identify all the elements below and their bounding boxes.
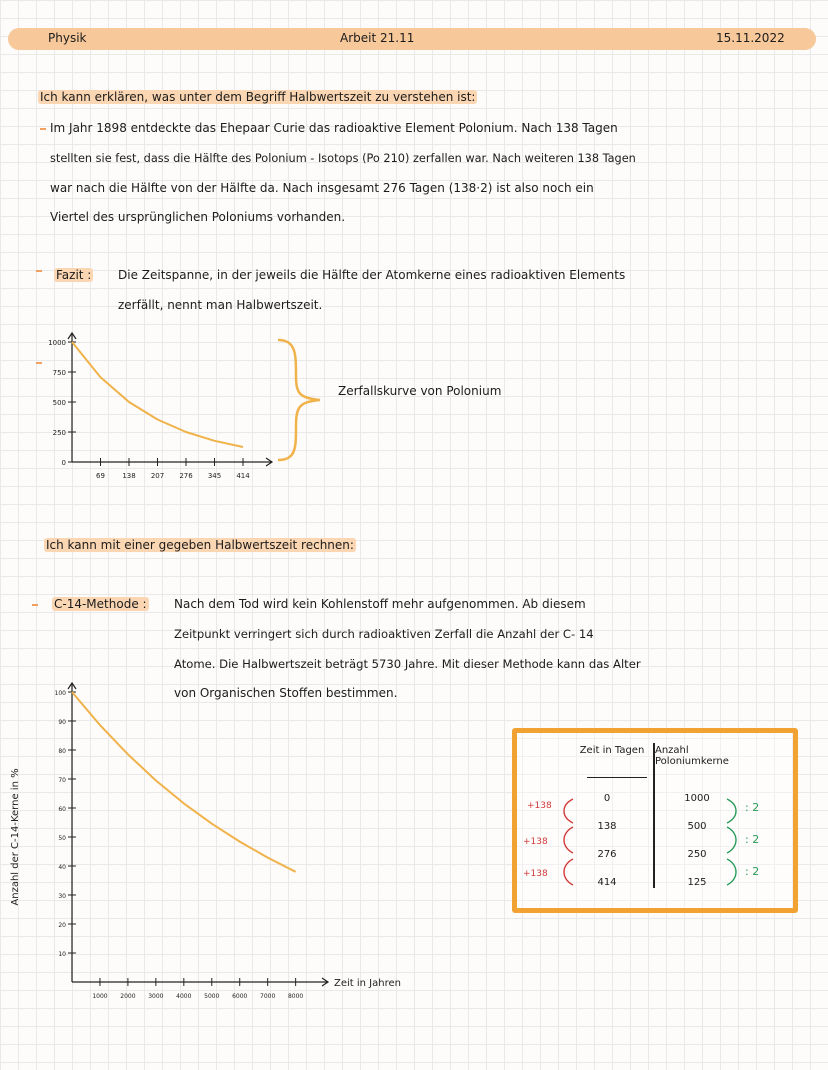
brace-icon — [270, 336, 330, 466]
section2-line-3: Atome. Die Halbwertszeit beträgt 5730 Jahre. Mit dieser Methode kann das Alter — [174, 657, 641, 671]
fazit-line-1: Die Zeitspanne, in der jeweils die Hälfte der Atomkerne eines radioaktiven Elements — [118, 268, 626, 282]
table-cell: 138 — [597, 821, 617, 832]
header-bar — [8, 28, 816, 50]
table-divider — [653, 743, 655, 888]
polonium-table — [512, 728, 798, 913]
y-tick-label: 100 — [54, 690, 66, 697]
step-note: +138 — [523, 869, 548, 879]
chart-caption: Zerfallskurve von Polonium — [338, 384, 502, 398]
decay-curve — [72, 692, 296, 872]
step-note: : 2 — [745, 833, 760, 846]
x-tick-label: 207 — [150, 472, 165, 480]
section1-line-1: Im Jahr 1898 entdeckte das Ehepaar Curie das radioaktive Element Polonium. Nach 138 Tagen — [50, 121, 618, 135]
subject-label: Physik — [48, 31, 87, 45]
section1-line-2: stellten sie fest, dass die Hälfte des Polonium - Isotops (Po 210) zerfallen war. Nach weiteren 138 Tagen — [50, 152, 636, 165]
polonium-chart — [20, 322, 310, 492]
fazit-line-2: zerfällt, nennt man Halbwertszeit. — [118, 298, 323, 312]
step-note: +138 — [527, 801, 552, 811]
y-tick-label: 750 — [52, 369, 66, 377]
bullet-dash — [36, 270, 42, 272]
table-cell: 500 — [687, 821, 707, 832]
y-axis-label: Anzahl der C-14-Kerne in % — [10, 768, 21, 906]
y-tick-label: 10 — [58, 951, 66, 958]
decay-curve — [72, 342, 243, 447]
section2-line-1: Nach dem Tod wird kein Kohlenstoff mehr aufgenommen. Ab diesem — [174, 597, 586, 611]
col1-header: Zeit in Tagen — [579, 745, 645, 756]
arrow-icon — [723, 795, 747, 891]
table-cell: 414 — [597, 877, 617, 888]
x-tick-label: 2000 — [120, 993, 136, 1000]
table-cell: 250 — [687, 849, 707, 860]
x-tick-label: 3000 — [148, 993, 164, 1000]
bullet-dash — [40, 128, 46, 130]
x-tick-label: 6000 — [232, 993, 248, 1000]
bullet-dash — [36, 362, 42, 364]
bullet-dash — [32, 604, 38, 606]
section2-line-4: von Organischen Stoffen bestimmen. — [174, 686, 398, 700]
y-tick-label: 80 — [58, 748, 66, 755]
section2-heading: Ich kann mit einer gegeben Halbwertszeit rechnen: — [46, 538, 354, 552]
section1-line-4: Viertel des ursprünglichen Poloniums vorhanden. — [50, 210, 346, 224]
y-tick-label: 60 — [58, 806, 66, 813]
y-tick-label: 30 — [58, 893, 66, 900]
x-tick-label: 138 — [122, 472, 136, 480]
y-tick-label: 50 — [58, 835, 66, 842]
section1-line-3: war nach die Hälfte von der Hälfte da. Nach insgesamt 276 Tagen (138·2) ist also noch ein — [50, 181, 594, 195]
fazit-label: Fazit : — [56, 268, 92, 282]
x-tick-label: 69 — [96, 472, 105, 480]
x-tick-label: 414 — [236, 472, 250, 480]
step-note: : 2 — [745, 865, 760, 878]
y-tick-label: 0 — [61, 459, 66, 467]
table-cell: 125 — [687, 877, 707, 888]
section2-line-2: Zeitpunkt verringert sich durch radioaktiven Zerfall die Anzahl der C- 14 — [174, 627, 594, 641]
x-tick-label: 5000 — [204, 993, 220, 1000]
x-tick-label: 7000 — [260, 993, 276, 1000]
y-tick-label: 20 — [58, 922, 66, 929]
page-title: Arbeit 21.11 — [340, 31, 415, 45]
date-label: 15.11.2022 — [716, 31, 785, 45]
method-label: C-14-Methode : — [54, 597, 147, 611]
x-tick-label: 8000 — [287, 993, 304, 1000]
y-tick-label: 1000 — [48, 339, 66, 347]
c14-chart — [0, 680, 440, 1020]
arrow-icon — [559, 795, 583, 891]
table-cell: 276 — [597, 849, 617, 860]
table-cell: 1000 — [684, 793, 710, 804]
y-tick-label: 250 — [52, 429, 66, 437]
header-underline — [587, 777, 647, 778]
y-tick-label: 500 — [52, 399, 66, 407]
step-note: : 2 — [745, 801, 760, 814]
x-tick-label: 345 — [207, 472, 222, 480]
x-tick-label: 4000 — [176, 993, 192, 1000]
y-tick-label: 90 — [58, 719, 66, 726]
x-axis-label: Zeit in Jahren — [334, 978, 401, 989]
table-cell: 0 — [603, 793, 611, 804]
step-note: +138 — [523, 837, 548, 847]
x-tick-label: 1000 — [92, 993, 108, 1000]
section1-heading: Ich kann erklären, was unter dem Begriff Halbwertszeit zu verstehen ist: — [40, 90, 476, 104]
col2-header: Anzahl Poloniumkerne — [655, 745, 729, 767]
y-tick-label: 70 — [58, 777, 66, 784]
y-tick-label: 40 — [58, 864, 66, 871]
x-tick-label: 276 — [179, 472, 193, 480]
